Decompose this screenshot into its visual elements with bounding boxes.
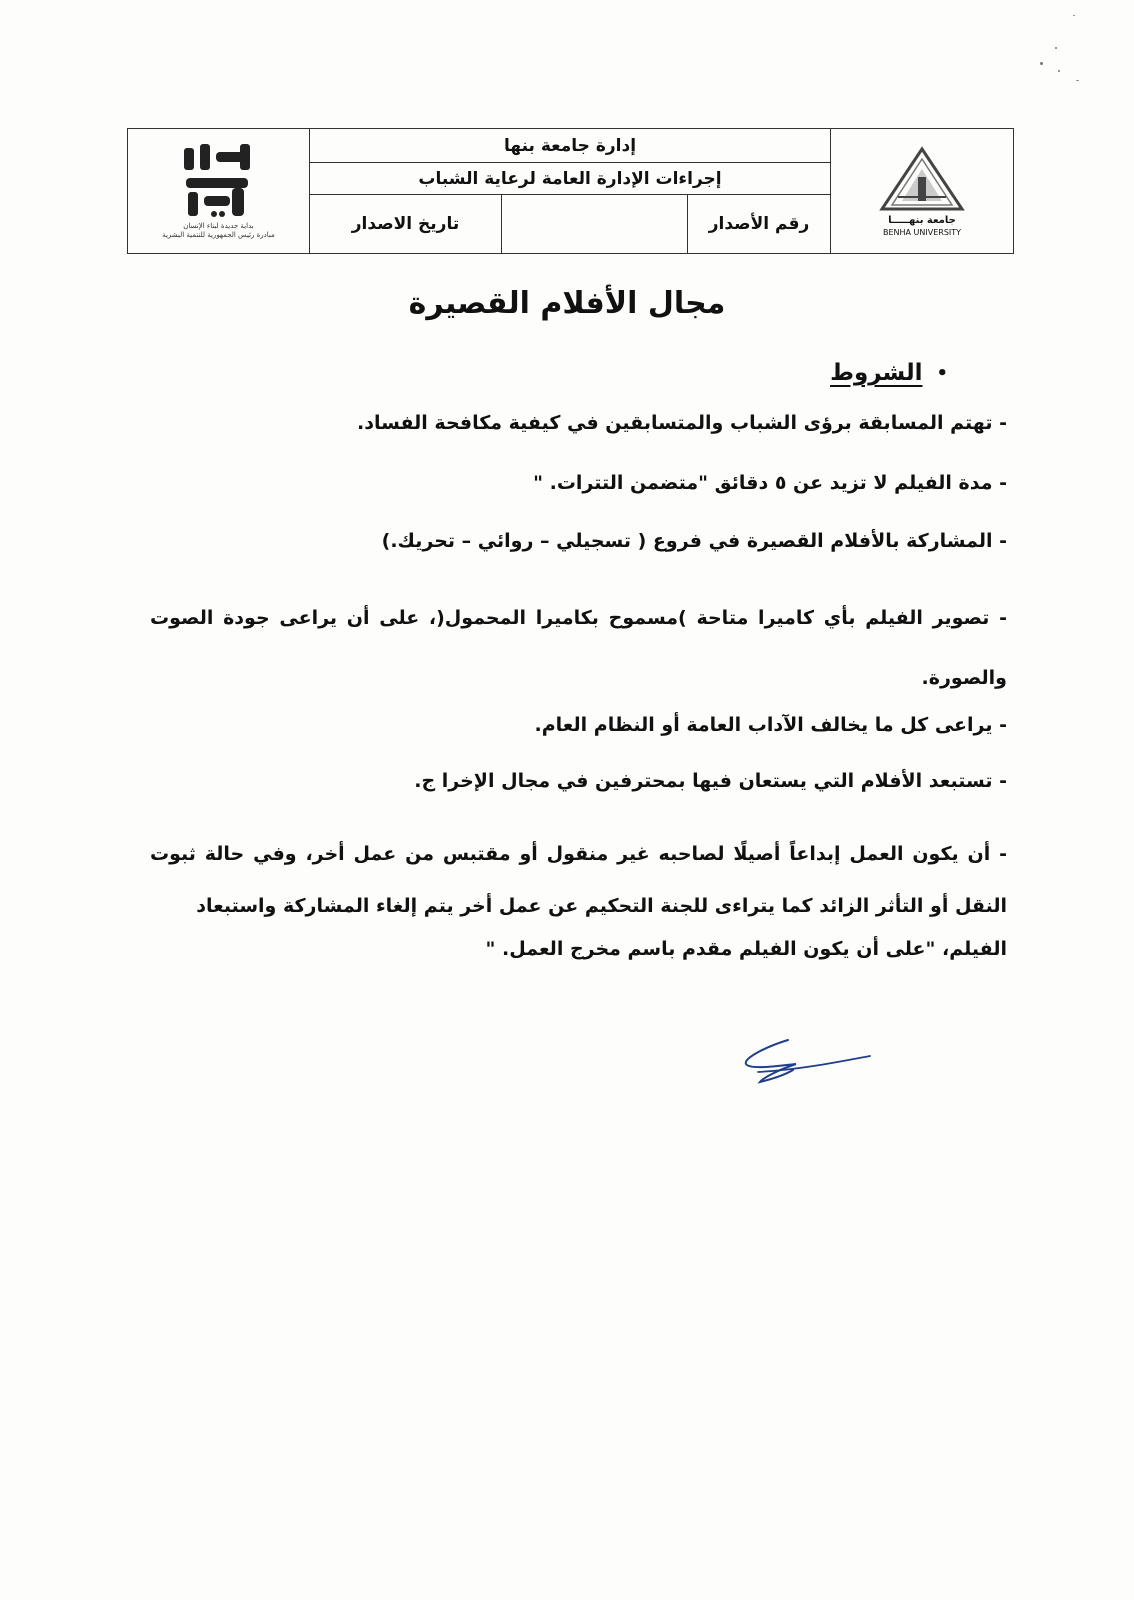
page-title: مجال الأفلام القصيرة [408,286,726,321]
conditions-list [150,412,1007,966]
issue-info-row [310,195,830,253]
initiative-caption-line2: مبادرة رئيس الجمهورية للتنمية البشرية [162,231,275,239]
condition-item: - يراعى كل ما يخالف الآداب العامة أو النظام العام. [534,714,1007,736]
condition-item: - المشاركة بالأفلام القصيرة في فروع ( تسجيلي – روائي – تحريك.) [381,530,1007,552]
condition-item: - تستبعد الأفلام التي يستعان فيها بمحترفين في مجال الإخرا ج. [414,770,1007,792]
condition-item-text-cont: الفيلم، "على أن يكون الفيلم مقدم باسم مخرج العمل. " [485,938,1007,960]
initiative-logo-icon [174,142,264,222]
bullet-icon: • [936,362,948,384]
document-header-table [127,128,1014,254]
condition-item: - تهتم المسابقة برؤى الشباب والمتسابقين في كيفية مكافحة الفساد. [357,412,1007,434]
initiative-logo-cell [128,129,310,253]
issue-date-label: تاريخ الاصدار [351,214,460,234]
condition-item: - مدة الفيلم لا تزيد عن ٥ دقائق "متضمن التترات. " [533,472,1007,494]
conditions-heading [830,360,948,386]
condition-item: - تصوير الفيلم بأي كاميرا متاحة )مسموح بكاميرا المحمول(، على أن يراعى جودة الصوت والصورة. [150,607,1007,689]
initiative-caption-line1: بداية جديدة لبناء الإنسان [183,222,254,230]
university-name-ar: جامعة بنهـــــا [888,214,956,226]
university-name-en: BENHA UNIVERSITY [882,227,962,237]
issue-number-label: رقم الأصدار [687,195,830,253]
university-emblem-icon [878,145,966,215]
signature-icon [738,1036,878,1096]
conditions-heading-label: الشروط [830,360,923,386]
condition-item-text: - أن يكون العمل إبداعاً أصيلًا لصاحبه غير منقول أو مقتبس من عمل أخر، وفي حالة ثبوت النقل أو التأثر الزائد كما يتراءى للجنة التحكيم عن عمل أخر يتم إلغاء المشاركة واستبعاد [150,843,1007,917]
university-logo-cell [830,129,1013,253]
header-center-cell [310,129,830,253]
condition-item [150,828,1007,966]
department-procedures: إجراءات الإدارة العامة لرعاية الشباب [310,163,830,195]
issue-number-value [501,195,687,253]
administration-name: إدارة جامعة بنها [310,129,830,163]
